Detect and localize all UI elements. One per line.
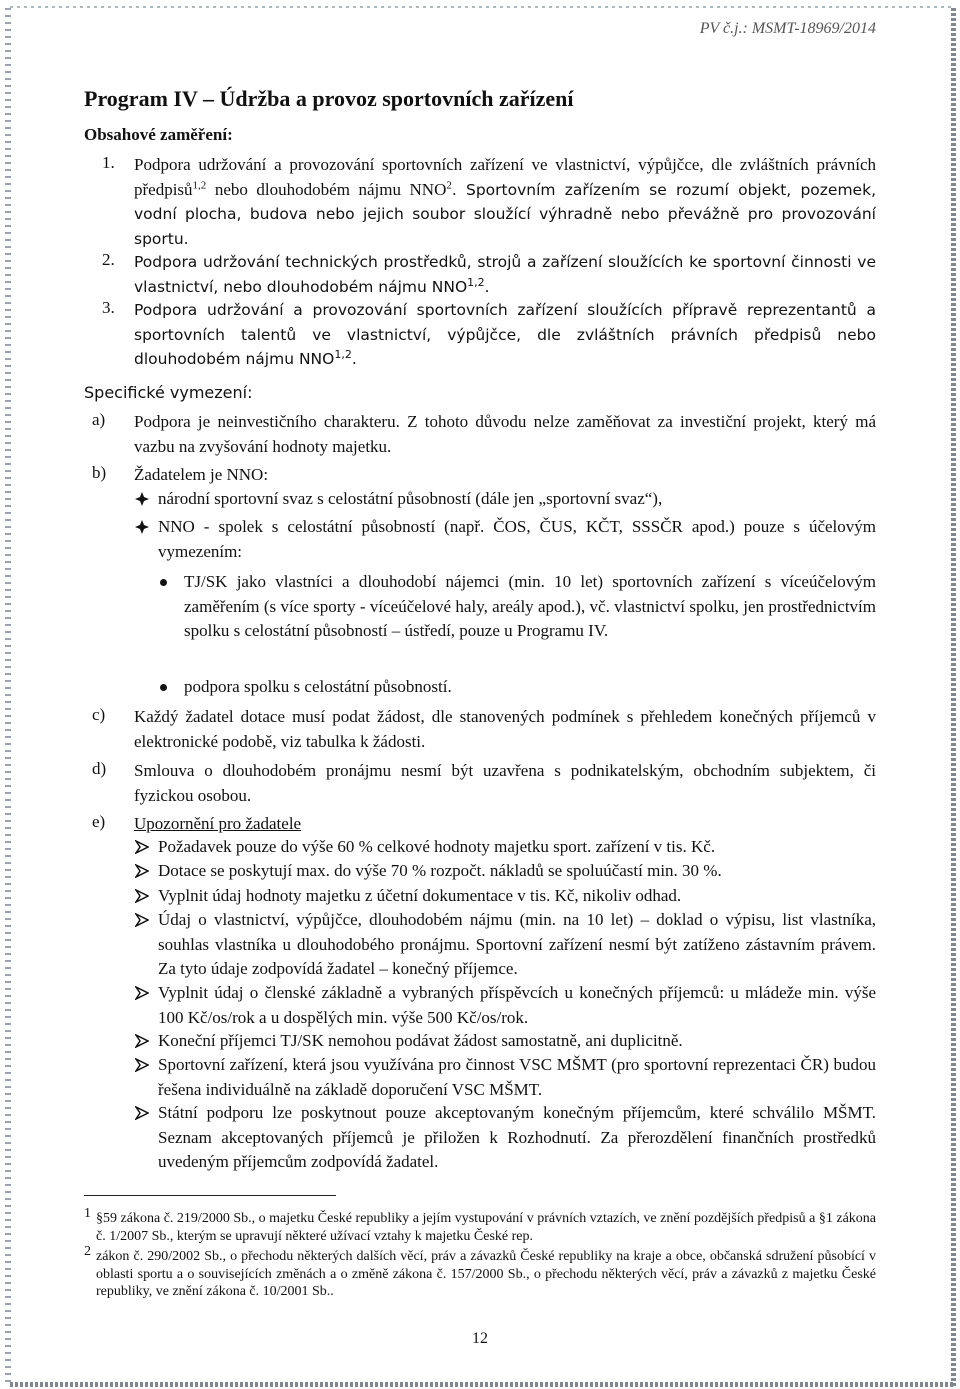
page-frame-left (5, 8, 11, 1382)
bullet-dot-icon (160, 684, 167, 691)
spec-b-diamond-1: národní sportovní svaz s celostátní působností (dále jen „sportovní svaz“), (158, 489, 663, 508)
page-frame-right (951, 8, 956, 1386)
page-number: 12 (472, 1330, 488, 1347)
spec-e-arrow-4: Údaj o vlastnictví, výpůjčce, dlouhodobém nájmu (min. na 10 let) – doklad o výpisu, list vlastníka, souhlas vlastníka u dlouhodobého pronájmu. Sportovní zařízení nesmí být zatíženo zástavním právem. Za tyto údaje zodpovídá žadatel – konečný příjemce. (158, 910, 876, 979)
spec-e-arrow-3: Vyplnit údaj hodnoty majetku z účetní dokumentace v tis. Kč, nikoliv odhad. (158, 886, 682, 905)
spec-b-diamond-2: NNO - spolek s celostátní působností (např. ČOS, ČUS, KČT, SSSČR apod.) pouze s účelovým vymezením: (158, 517, 876, 561)
footnote-2-text: zákon č. 290/2002 Sb., o přechodu některých dalších věcí, práv a závazků České republiky na kraje a obce, občanská sdružení působící v oblasti sportu a o souvisejících změnách a o změně zákona č. 157/2000 Sb., o přechodu některých věcí, práv a závazků z majetku České republiky, ve znění zákona č. 10/2001 Sb.. (96, 1249, 876, 1299)
footnote-1-text: §59 zákona č. 219/2000 Sb., o majetku České republiky a jejím vystupování v právních vztazích, ve znění pozdějších předpisů a §1 zákona č. 1/2007 Sb., kterým se upravují některé užívací vztahy k majetku České rep. (96, 1211, 876, 1244)
footnote-2-mark: 2 (84, 1244, 91, 1259)
spec-b-bullet-1: TJ/SK jako vlastníci a dlouhodobí nájemci (min. 10 let) sportovních zařízení s víceúčelovým zaměřením (s více sporty - víceúčelové haly, areály apod.), vč. vlastnictví spolku, jen prostřednictvím spolku s celostátní působností – ústředí, pouze u Programu IV. (184, 572, 876, 641)
spec-e-title: Upozornění pro žadatele (134, 814, 302, 833)
item-2-text: Podpora udržování technických prostředků, strojů a zařízení sloužících ke sportovní činnosti ve vlastnictví, nebo dlouhodobém nájmu NNO$^{1,2}$. (134, 253, 876, 296)
spec-e-label: e) (92, 812, 106, 831)
page-frame-top (10, 6, 954, 8)
spec-a-text: Podpora je neinvestičního charakteru. Z tohoto důvodu nelze zaměňovat za investiční projekt, který má vazbu na zvyšování hodnoty majetku. (134, 412, 876, 456)
arrow-bullet-icon (135, 1034, 149, 1048)
spec-b-label: b) (92, 463, 107, 482)
footnote-1-mark: 1 (84, 1206, 91, 1221)
arrow-bullet-icon (135, 864, 149, 878)
diamond-bullet-icon (135, 492, 149, 506)
page-frame-bottom (10, 1382, 954, 1387)
item-1-number: 1. (102, 153, 115, 172)
spec-c-label: c) (92, 705, 106, 724)
arrow-bullet-icon (135, 889, 149, 903)
spec-b-text: Žadatelem je NNO: (134, 465, 269, 484)
item-3-text: Podpora udržování a provozování sportovních zařízení sloužících přípravě reprezentantů a sportovních talentů ve vlastnictví, výpůjčce, dle zvláštních právních předpisů nebo dlouhodobém nájmu NNO$^{1,2}$. (134, 301, 876, 369)
spec-e-arrow-8: Státní podporu lze poskytnout pouze akceptovaným konečným příjemcům, které schválilo MŠMT. Seznam akceptovaných příjemců je přiložen k Rozhodnutí. Za přerozdělení finančních prostředků uvedeným příjemcům zodpovídá žadatel. (158, 1103, 876, 1172)
diamond-bullet-icon (135, 520, 149, 534)
bullet-dot-icon (160, 579, 167, 586)
item-3-number: 3. (102, 298, 115, 317)
spec-a-label: a) (92, 410, 106, 429)
content-heading: Obsahové zaměření: (84, 125, 233, 144)
spec-d-text: Smlouva o dlouhodobém pronájmu nesmí být uzavřena s podnikatelským, obchodním subjektem, či fyzickou osobou. (134, 761, 876, 805)
arrow-bullet-icon (135, 1058, 149, 1072)
item-1-text: Podpora udržování a provozování sportovních zařízení ve vlastnictví, výpůjčce, dle zvláštních právních předpisů$^{1,2}$ nebo dlouhodobém nájmu NNO$^2$. Sportovním zařízením se rozumí objekt, pozemek, vodní plocha, budova nebo jejich soubor sloužící výhradně nebo převážně pro provozování sportu. (134, 155, 876, 248)
footnote-separator (84, 1195, 336, 1196)
page-title: Program IV – Údržba a provoz sportovních zařízení (84, 86, 574, 111)
spec-e-arrow-2: Dotace se poskytují max. do výše 70 % rozpočt. nákladů se spoluúčastí min. 30 %. (158, 861, 722, 880)
arrow-bullet-icon (135, 986, 149, 1000)
spec-e-arrow-7: Sportovní zařízení, která jsou využívána pro činnost VSC MŠMT (pro sportovní reprezentaci ČR) budou řešena individuálně na základě doporučení VSC MŠMT. (158, 1055, 876, 1099)
spec-d-label: d) (92, 759, 107, 778)
spec-c-text: Každý žadatel dotace musí podat žádost, dle stanovených podmínek s přehledem konečných příjemců v elektronické podobě, viz tabulka k žádosti. (134, 707, 876, 751)
spec-e-arrow-6: Koneční příjemci TJ/SK nemohou podávat žádost samostatně, ani duplicitně. (158, 1031, 683, 1050)
document-reference: PV č.j.: MSMT-18969/2014 (699, 20, 876, 37)
item-2-number: 2. (102, 250, 115, 269)
arrow-bullet-icon (135, 840, 149, 854)
spec-b-bullet-2: podpora spolku s celostátní působností. (184, 677, 452, 696)
arrow-bullet-icon (135, 913, 149, 927)
arrow-bullet-icon (135, 1106, 149, 1120)
spec-e-arrow-5: Vyplnit údaj o členské základně a vybraných příspěvcích u konečných příjemců: u mládeže min. výše 100 Kč/os/rok a u dospělých min. výše 500 Kč/os/rok. (158, 983, 876, 1027)
specific-heading: Specifické vymezení: (84, 383, 253, 402)
spec-e-arrow-1: Požadavek pouze do výše 60 % celkové hodnoty majetku sport. zařízení v tis. Kč. (158, 837, 716, 856)
